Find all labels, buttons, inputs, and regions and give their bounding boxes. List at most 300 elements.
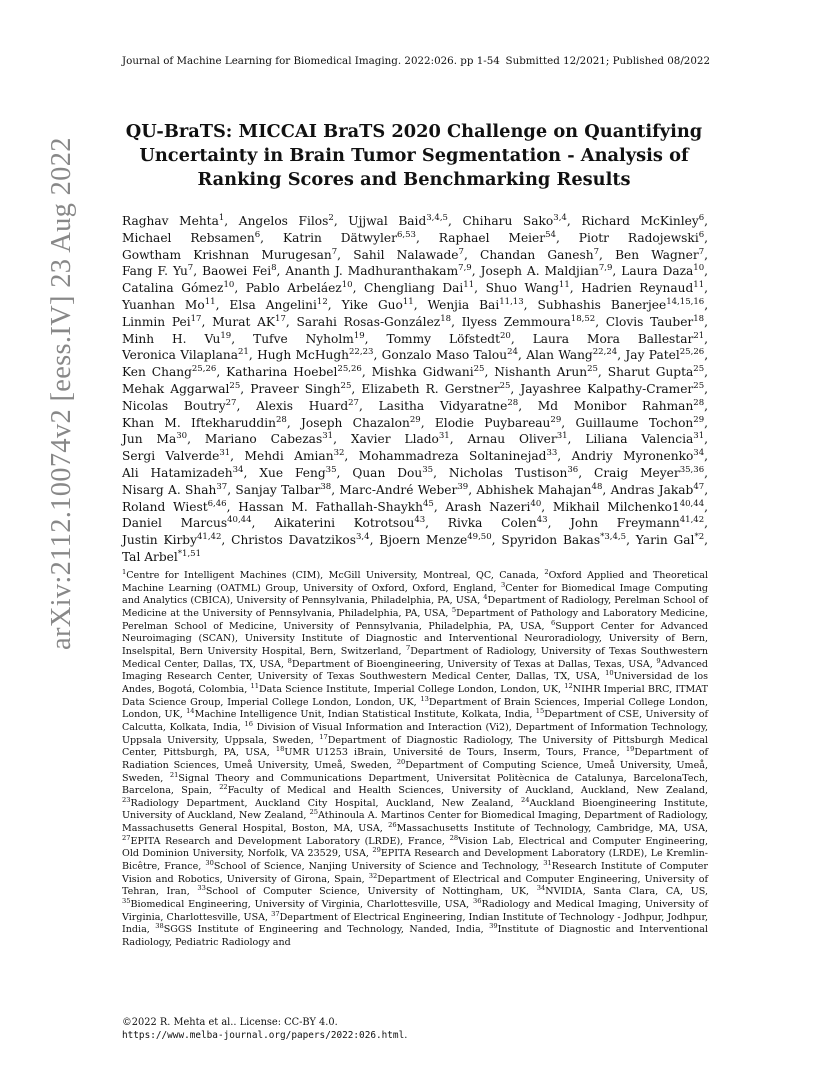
author-affiliation-mark: 19: [220, 330, 232, 341]
author-name: [238, 500, 434, 514]
author-name: [122, 281, 234, 295]
affiliation-text: School of Computer Science, University of Nottingham, UK,: [205, 886, 537, 898]
author-affiliation-mark: 29: [693, 414, 705, 425]
author-affiliation-mark: 7: [331, 246, 338, 257]
author-affiliation-mark: 21: [237, 347, 249, 358]
author-affiliation-mark: 2: [328, 212, 334, 223]
author-affiliation-mark: 25: [693, 364, 705, 375]
author-text: Laura Mora Ballestar: [532, 331, 694, 346]
affiliation-text: EPITA Research and Development Laboratory (LRDE), France,: [130, 835, 450, 847]
affiliation-text: Department of Radiology, Perelman School of Medicine at the University of Pennsylvania, Philadelphia, PA, USA,: [122, 595, 709, 619]
author-affiliation-mark: 6: [698, 229, 705, 240]
author-text: Laura Daza: [621, 264, 694, 279]
affiliation-number: 15: [535, 707, 545, 716]
author-affiliation-mark: 32: [333, 448, 345, 459]
author-name: [348, 214, 448, 228]
author-name: [122, 416, 287, 430]
author-text: Sarahi Rosas-González: [296, 314, 441, 329]
author-name: [259, 466, 336, 480]
affiliation-text: Department of Diagnostic Radiology, The University of Pittsburgh Medical Center, Pittsburgh, PA, USA,: [122, 734, 708, 759]
author-name: [122, 231, 260, 245]
author-text: Nicolas Boutry: [122, 398, 226, 413]
author-affiliation-mark: 20: [500, 330, 511, 341]
author-affiliation-mark: 34: [232, 464, 244, 475]
affiliation-number: 27: [122, 833, 131, 842]
author-affiliation-mark: 14,15,16: [666, 296, 705, 307]
author-affiliation-mark: 47: [693, 481, 705, 492]
author-affiliation-mark: 22,24: [592, 347, 618, 358]
author-name: [352, 466, 433, 480]
author-affiliation-mark: 28: [275, 414, 287, 425]
author-name: [122, 500, 227, 514]
author-name: [526, 348, 617, 362]
author-name: [256, 399, 359, 413]
author-text: Abhishek Mahajan: [476, 482, 592, 497]
author-text: Aikaterini Kotrotsou: [274, 516, 415, 531]
author-text: Ali Hatamizadeh: [122, 465, 233, 480]
author-text: Veronica Vilaplana: [122, 348, 238, 363]
author-affiliation-mark: 41,42: [196, 532, 222, 543]
author-name: [448, 516, 548, 530]
author-affiliation-mark: 24: [507, 347, 518, 358]
author-text: Bjoern Menze: [379, 533, 468, 548]
affiliation-text: Massachusetts Institute of Technology, Cambridge, MA, USA,: [396, 823, 708, 835]
author-affiliation-mark: 31: [693, 431, 705, 442]
author-name: [239, 214, 334, 228]
author-name: [253, 332, 365, 346]
affiliation-number: 29: [372, 846, 381, 855]
author-name: [520, 382, 704, 396]
author-name: [379, 399, 519, 413]
author-text: Nisarg A. Shah: [122, 482, 217, 497]
author-text: Mikhail Milchenko1: [552, 499, 680, 514]
author-text: Arash Nazeri: [445, 499, 531, 514]
affiliation-number: 6: [550, 618, 556, 627]
author-text: Ananth J. Madhuranthakam: [285, 264, 459, 279]
author-text: Quan Dou: [352, 465, 423, 480]
author-affiliation-mark: 17: [275, 313, 286, 324]
author-affiliation-mark: 38: [320, 481, 332, 492]
affiliation-text: Center for Biomedical Image Computing and Analytics (CBICA), University of Pennsylvania, Philadelphia, PA, USA,: [122, 582, 708, 607]
affiliation-text: Department of Radiation Sciences, Umeå University, Umeå, Sweden,: [122, 747, 709, 771]
author-name: [445, 500, 541, 514]
author-text: Yuanhan Mo: [122, 297, 205, 312]
affiliation-text: Department of CSE, University of Calcutta, Kolkata, India,: [122, 709, 708, 733]
author-name: [480, 248, 599, 262]
author-affiliation-mark: 7: [698, 246, 705, 257]
author-affiliation-mark: 33: [546, 448, 558, 459]
author-name: [621, 264, 704, 278]
affiliation-number: 33: [197, 884, 206, 893]
author-name: [122, 264, 193, 278]
author-name: [122, 432, 187, 446]
author-name: [439, 231, 556, 245]
author-text: Yarin Gal: [635, 533, 695, 548]
author-text: Nishanth Arun: [494, 365, 588, 380]
author-affiliation-mark: 11: [402, 296, 414, 307]
author-affiliation-mark: 36: [567, 464, 579, 475]
author-name: [296, 315, 451, 329]
journal-header: Journal of Machine Learning for Biomedical Imaging. 2022:026. pp 1-54: [122, 55, 500, 67]
author-name: [122, 382, 240, 396]
author-affiliation-mark: 25: [473, 364, 485, 375]
affiliation-number: 4: [483, 593, 488, 602]
affiliation-number: 5: [451, 605, 457, 614]
author-name: [235, 483, 331, 497]
license-note: ©2022 R. Mehta et al.. License: CC-BY 4.0.: [122, 1017, 338, 1028]
author-name: [581, 214, 704, 228]
author-name: [229, 298, 327, 312]
author-text: Raghav Mehta: [122, 214, 219, 228]
author-text: Alexis Huard: [256, 398, 349, 413]
author-affiliation-mark: 31: [438, 431, 450, 442]
affiliation-text: NIHR Imperial BRC, ITMAT Data Science Group, Imperial College London, London, UK,: [122, 683, 709, 708]
author-name: [351, 432, 450, 446]
author-affiliation-mark: 3,4: [355, 532, 370, 543]
title-line: QU-BraTS: MICCAI BraTS 2020 Challenge on Quantifying: [125, 121, 703, 142]
author-text: Mehak Aggarwal: [122, 381, 230, 396]
footer: [122, 1016, 407, 1042]
author-affiliation-mark: 6,46: [207, 498, 227, 509]
author-text: Yike Guo: [341, 297, 403, 312]
author-text: Sergi Valverde: [122, 449, 220, 464]
author-affiliation-mark: 31: [556, 431, 568, 442]
affiliation-number: 7: [405, 643, 411, 652]
author-text: Spyridon Bakas: [501, 533, 601, 548]
affiliation-text: Data Science Institute, Imperial College London, London, UK,: [259, 683, 565, 695]
author-name: [364, 281, 474, 295]
author-text: Sharut Gupta: [607, 365, 694, 380]
affiliation-text: Division of Visual Information and Interaction (Vi2), Department of Information Technology, Uppsala University, Uppsala, Sweden,: [122, 721, 708, 746]
affiliation-text: Department of Brain Sciences, Imperial College London, London, UK,: [122, 696, 708, 721]
affiliations: [122, 567, 709, 950]
author-name: [205, 432, 333, 446]
author-text: Ken Chang: [122, 365, 192, 380]
affiliation-number: 20: [396, 757, 406, 766]
author-text: Tommy Löfstedt: [386, 331, 500, 346]
author-text: Andriy Myronenko: [571, 449, 694, 464]
author-affiliation-mark: 54: [545, 229, 556, 240]
author-text: Elizabeth R. Gerstner: [361, 381, 500, 396]
affiliation-text: SGGS Institute of Engineering and Technology, Nanded, India,: [163, 924, 490, 936]
author-name: [122, 315, 201, 329]
author-affiliation-mark: 39: [457, 481, 469, 492]
author-name: [250, 382, 351, 396]
author-text: Alan Wang: [526, 348, 593, 363]
affiliation-text: School of Science, Nanjing University of Science and Technology,: [213, 861, 544, 873]
author-name: [570, 516, 704, 530]
affiliation-text: Radiology and Medical Imaging, University of Virginia, Charlottesville, USA,: [122, 899, 708, 923]
author-name: [257, 348, 373, 362]
author-name: [606, 315, 704, 329]
author-text: Richard McKinley: [581, 214, 699, 228]
author-name: [274, 516, 425, 530]
affiliation-number: 10: [605, 669, 614, 678]
author-name: [581, 281, 704, 295]
author-text: Shuo Wang: [485, 281, 559, 296]
author-affiliation-mark: 49,50: [467, 532, 492, 543]
author-text: Rivka Colen: [447, 516, 537, 531]
author-name: [231, 533, 369, 547]
author-affiliation-mark: 6,53: [396, 229, 416, 240]
author-affiliation-mark: 11: [204, 296, 216, 307]
author-affiliation-mark: 8: [271, 263, 277, 274]
affiliation-number: 21: [169, 770, 179, 779]
affiliation-text: Oxford Applied and Theoretical Machine Learning (OATML) Group, University of Oxford, Oxford, England,: [122, 570, 708, 594]
author-name: [122, 483, 227, 497]
author-name: [468, 432, 568, 446]
affiliation-text: Auckland Bioengineering Institute, University of Auckland, New Zealand,: [122, 797, 709, 822]
author-name: [449, 466, 578, 480]
author-affiliation-mark: 25,26: [191, 364, 217, 375]
author-affiliation-mark: 27: [348, 397, 359, 408]
author-text: Mishka Gidwani: [371, 365, 474, 380]
affiliation-number: 38: [155, 922, 164, 931]
affiliation-number: 19: [625, 745, 635, 754]
author-name: [572, 449, 705, 463]
author-text: Elsa Angelini: [229, 297, 317, 312]
author-affiliation-mark: 40: [530, 498, 542, 509]
author-affiliation-mark: 11: [558, 280, 570, 291]
author-text: Hugh McHugh: [257, 348, 349, 363]
affiliation-text: Advanced Imaging Research Center, University of Texas Southwestern Medical Center, Dallas, TX, USA,: [122, 658, 708, 683]
author-text: Chiharu Sako: [462, 214, 554, 228]
author-name: [339, 483, 468, 497]
author-affiliation-mark: *2: [694, 532, 705, 543]
affiliation-text: Centre for Intelligent Machines (CIM), McGill University, Montreal, QC, Canada,: [126, 570, 545, 581]
author-text: Arnau Oliver: [467, 432, 557, 447]
paper-title: [110, 120, 718, 192]
author-affiliation-mark: 7: [187, 263, 194, 274]
author-affiliation-mark: 7,9: [458, 263, 472, 274]
author-text: Nicholas Tustison: [448, 465, 568, 480]
affiliation-number: 16: [244, 719, 253, 728]
author-affiliation-mark: 7,9: [598, 263, 613, 274]
author-name: [122, 399, 236, 413]
author-text: Baowei Fei: [202, 264, 272, 279]
author-affiliation-mark: 45: [422, 498, 434, 509]
author-name: [615, 248, 704, 262]
author-text: Praveer Singh: [250, 381, 341, 396]
author-name: [342, 298, 414, 312]
author-affiliation-mark: 10: [693, 263, 705, 274]
affiliation-text: Department of Electrical and Computer Engineering, University of Tehran, Iran,: [122, 873, 708, 898]
author-name: [122, 365, 216, 379]
author-text: Katharina Hoebel: [226, 365, 338, 380]
affiliation-text: Department of Computing Science, Umeå University, Umeå, Sweden,: [122, 759, 708, 784]
author-text: Gowtham Krishnan Murugesan: [122, 247, 332, 262]
affiliation-number: 13: [420, 694, 429, 703]
author-affiliation-mark: 29: [409, 414, 421, 425]
author-text: Ben Wagner: [615, 247, 699, 262]
affiliation-number: 14: [186, 707, 195, 716]
author-text: Daniel Marcus: [122, 516, 228, 531]
affiliation-text: Institute of Diagnostic and Interventional Radiology, Pediatric Radiology and: [122, 924, 708, 949]
author-text: Joseph Chazalon: [301, 415, 410, 430]
affiliation-text: UMR U1253 iBrain, Université de Tours, Inserm, Tours, France,: [284, 747, 626, 759]
author-affiliation-mark: 21: [693, 330, 705, 341]
affiliation-text: Department of Pathology and Laboratory Medicine, Perelman School of Medicine, University of Pennsylvania, Philadelphia, PA, USA,: [122, 607, 708, 632]
author-name: [462, 214, 566, 228]
author-name: [387, 332, 511, 346]
author-name: [122, 348, 249, 362]
author-affiliation-mark: 1: [218, 212, 225, 223]
author-text: Andras Jakab: [610, 482, 694, 497]
author-affiliation-mark: 35: [422, 464, 434, 475]
author-name: [538, 298, 705, 312]
author-affiliation-mark: *3,4,5: [600, 532, 627, 543]
url-period: .: [404, 1030, 408, 1041]
author-name: [353, 248, 464, 262]
author-text: Mariano Cabezas: [204, 432, 323, 447]
affiliation-number: 39: [489, 922, 498, 931]
author-affiliation-mark: 25: [229, 380, 241, 391]
author-name: [122, 248, 337, 262]
author-affiliation-mark: 10: [223, 280, 235, 291]
author-text: Clovis Tauber: [605, 314, 694, 329]
author-name: [553, 500, 704, 514]
affiliation-number: 37: [271, 909, 280, 918]
author-text: Ilyess Zemmoura: [461, 314, 571, 329]
author-text: Tufve Nyholm: [253, 331, 354, 346]
author-list: Raghav Mehta$^1$, Angelos Filos$^2$, Ujjwal Baid$^{3,4,5}$, Chiharu Sako$^{3,4}$, Richard McKinley$^6$, Michael Rebsamen$^6$, Katrin Dätwyler$^{6,53}$, Raphael Meier$^{54}$, Piotr Radojewski$^6$, Gowtham Krishnan Murugesan$^7$, Sahil Nalawade$^7$, Chandan Ganesh$^7$, Ben Wagner$^7$, Fang F. Yu$^7$, Baowei Fei$^8$, Ananth J. Madhuranthakam$^{7,9}$, Joseph A. Maldjian$^{7,9}$, Laura Daza$^{10}$, Catalina Gómez$^{10}$, Pablo Arbeláez$^{10}$, Chengliang Dai$^{11}$, Shuo Wang$^{11}$, Hadrien Reynaud$^{11}$, Yuanhan Mo$^{11}$, Elsa Angelini$^{12}$, Yike Guo$^{11}$, Wenjia Bai$^{11,13}$, Subhashis Banerjee$^{14,15,16}$, Linmin Pei$^{17}$, Murat AK$^{17}$, Sarahi Rosas-González$^{18}$, Ilyess Zemmoura$^{18,52}$, Clovis Tauber$^{18}$, Minh H. Vu$^{19}$, Tufve Nyholm$^{19}$, Tommy Löfstedt$^{20}$, Laura Mora Ballestar$^{21}$, Veronica Vilaplana$^{21}$, Hugh McHugh$^{22,23}$, Gonzalo Maso Talou$^{24}$, Alan Wang$^{22,24}$, Jay Patel$^{25,26}$, Ken Chang$^{25,26}$, Katharina Hoebel$^{25,26}$, Mishka Gidwani$^{25}$, Nishanth Arun$^{25}$, Sharut Gupta$^{25}$, Mehak Aggarwal$^{25}$, Praveer Singh$^{25}$, Elizabeth R. Gerstner$^{25}$, Jayashree Kalpathy-Cramer$^{25}$, Nicolas Boutry$^{27}$, Alexis Huard$^{27}$, Lasitha Vidyaratne$^{28}$, Md Monibor Rahman$^{28}$, Khan M. Iftekharuddin$^{28}$, Joseph Chazalon$^{29}$, Elodie Puybareau$^{29}$, Guillaume Tochon$^{29}$, Jun Ma$^{30}$, Mariano Cabezas$^{31}$, Xavier Llado$^{31}$, Arnau Oliver$^{31}$, Liliana Valencia$^{31}$, Sergi Valverde$^{31}$, Mehdi Amian$^{32}$, Mohammadreza Soltaninejad$^{33}$, Andriy Myronenko$^{34}$, Ali Hatamizadeh$^{34}$, Xue Feng$^{35}$, Quan Dou$^{35}$, Nicholas Tustison$^{36}$, Craig Meyer$^{35,36}$, Nisarg A. Shah$^{37}$, Sanjay Talbar$^{38}$, Marc-André Weber$^{39}$, Abhishek Mahajan$^{48}$, Andras Jakab$^{47}$, Roland Wiest$^{6,46}$, Hassan M. Fathallah-Shaykh$^{45}$, Arash Nazeri$^{40}$, Mikhail Milchenko1$^{40,44}$, Daniel Marcus$^{40,44}$, Aikaterini Kotrotsou$^{43}$, Rivka Colen$^{43}$, John Freymann$^{41,42}$, Justin Kirby$^{41,42}$, Christos Davatzikos$^{3,4}$, Bjoern Menze$^{49,50}$, Spyridon Bakas$^{*3,4,5}$, Yarin Gal$^{*2}$, Tal Arbel$^{*1,51}$: [122, 212, 709, 564]
author-name: [636, 533, 704, 547]
author-name: [301, 416, 421, 430]
title-line: Uncertainty in Brain Tumor Segmentation - Analysis of: [139, 145, 689, 166]
author-text: Fang F. Yu: [122, 264, 188, 279]
author-affiliation-mark: 29: [550, 414, 562, 425]
author-text: Roland Wiest: [122, 499, 208, 514]
author-text: Xue Feng: [259, 465, 326, 480]
affiliation-number: 8: [287, 656, 292, 665]
author-name: [611, 483, 705, 497]
author-name: [122, 298, 216, 312]
author-affiliation-mark: 10: [341, 280, 353, 291]
author-text: Guillaume Tochon: [575, 415, 694, 430]
affiliation-number: 18: [275, 745, 285, 754]
author-affiliation-mark: 41,42: [679, 515, 705, 526]
author-affiliation-mark: 22,23: [349, 347, 374, 358]
author-affiliation-mark: 25: [693, 380, 705, 391]
author-affiliation-mark: 48: [591, 481, 603, 492]
affiliation-number: 1: [122, 567, 127, 576]
affiliation-text: Vision Lab, Electrical and Computer Engineering, Old Dominion University, Norfolk, VA 23529, USA,: [122, 835, 708, 860]
author-affiliation-mark: 12: [316, 296, 328, 307]
affiliation-text: Machine Intelligence Unit, Indian Statistical Institute, Kolkata, India,: [194, 709, 536, 721]
author-text: Hassan M. Fathallah-Shaykh: [238, 499, 423, 514]
author-text: Subhashis Banerjee: [537, 297, 667, 312]
author-text: Khan M. Iftekharuddin: [122, 415, 276, 430]
author-affiliation-mark: 30: [176, 431, 188, 442]
author-text: Wenjia Bai: [427, 297, 500, 312]
author-name: [501, 533, 626, 547]
author-name: [122, 449, 230, 463]
author-name: [122, 332, 231, 346]
affiliation-text: Faculty of Medical and Health Sciences, University of Auckland, Auckland, New Zealand,: [227, 785, 708, 797]
affiliation-text: Biomedical Engineering, University of Virginia, Charlottesville, USA,: [130, 899, 474, 911]
author-text: Murat AK: [212, 314, 276, 329]
author-text: Chengliang Dai: [364, 281, 464, 296]
author-name: [212, 315, 286, 329]
affiliation-text: Department of Bioengineering, University of Texas at Dallas, Texas, USA,: [291, 658, 657, 670]
author-affiliation-mark: *1,51: [177, 548, 202, 559]
author-affiliation-mark: 11,13: [499, 296, 524, 307]
author-name: [382, 348, 518, 362]
author-name: [533, 332, 704, 346]
author-name: [494, 365, 598, 379]
author-name: [538, 399, 704, 413]
author-name: [372, 365, 485, 379]
author-affiliation-mark: 11: [463, 280, 475, 291]
author-text: Katrin Dätwyler: [282, 230, 397, 245]
affiliation-number: 9: [656, 656, 661, 665]
affiliation-number: 17: [319, 732, 328, 741]
affiliation-text: Signal Theory and Communications Department, Universitat Politècnica de Catalunya, BarcelonaTech, Barcelona, Spain,: [122, 772, 709, 797]
author-affiliation-mark: 25,26: [679, 347, 705, 358]
author-name: [285, 264, 471, 278]
author-affiliation-mark: 25: [587, 364, 598, 375]
author-affiliation-mark: 43: [414, 515, 426, 526]
author-affiliation-mark: 31: [219, 448, 231, 459]
author-name: [245, 449, 345, 463]
author-text: Minh H. Vu: [122, 331, 221, 346]
author-affiliation-mark: 18: [440, 313, 452, 324]
author-affiliation-mark: 37: [216, 481, 228, 492]
author-text: Ujjwal Baid: [348, 214, 427, 228]
author-affiliation-mark: 6: [698, 212, 705, 223]
author-text: Linmin Pei: [122, 314, 191, 329]
affiliation-number: 28: [449, 833, 459, 842]
affiliation-text: NVIDIA, Santa Clara, CA, US,: [545, 886, 708, 898]
author-affiliation-mark: 3,4,5: [426, 212, 448, 223]
author-text: Justin Kirby: [122, 533, 197, 548]
author-name: [594, 466, 704, 480]
author-text: Craig Meyer: [594, 465, 680, 480]
author-name: [476, 483, 602, 497]
author-affiliation-mark: 35,36: [679, 464, 705, 475]
author-affiliation-mark: 25: [340, 380, 352, 391]
author-text: Michael Rebsamen: [122, 230, 255, 245]
affiliation-number: 34: [536, 884, 546, 893]
author-affiliation-mark: 27: [225, 397, 237, 408]
author-name: [428, 298, 524, 312]
author-text: Sanjay Talbar: [235, 482, 321, 497]
author-text: Marc-André Weber: [339, 482, 458, 497]
author-text: Md Monibor Rahman: [537, 398, 694, 413]
affiliation-number: 24: [521, 795, 530, 804]
affiliation-text: Department of Radiology, University of Texas Southwestern Medical Center, Dallas, TX, USA,: [122, 645, 708, 670]
author-name: [579, 231, 704, 245]
author-affiliation-mark: 18: [693, 313, 705, 324]
affiliation-text: Radiology Department, Auckland City Hospital, Auckland, New Zealand,: [130, 797, 521, 809]
affiliation-number: 11: [250, 681, 260, 690]
author-affiliation-mark: 7: [593, 246, 599, 257]
author-name: [608, 365, 704, 379]
author-text: Jayashree Kalpathy-Cramer: [520, 381, 694, 396]
author-name: [122, 533, 221, 547]
author-text: Mohammadreza Soltaninejad: [358, 449, 547, 464]
affiliation-number: 2: [544, 567, 549, 576]
author-text: Xavier Llado: [350, 432, 439, 447]
author-text: Gonzalo Maso Talou: [381, 348, 508, 363]
author-affiliation-mark: 25,26: [337, 364, 362, 375]
arxiv-identifier[interactable]: arXiv:2112.10074v2 [eess.IV] 23 Aug 2022: [46, 137, 77, 650]
affiliation-number: 12: [564, 681, 573, 690]
affiliation-number: 36: [473, 896, 482, 905]
author-affiliation-mark: 18,52: [570, 313, 596, 324]
paper-url[interactable]: https://www.melba-journal.org/papers/2022:026.html: [122, 1030, 405, 1041]
author-name: [361, 382, 510, 396]
